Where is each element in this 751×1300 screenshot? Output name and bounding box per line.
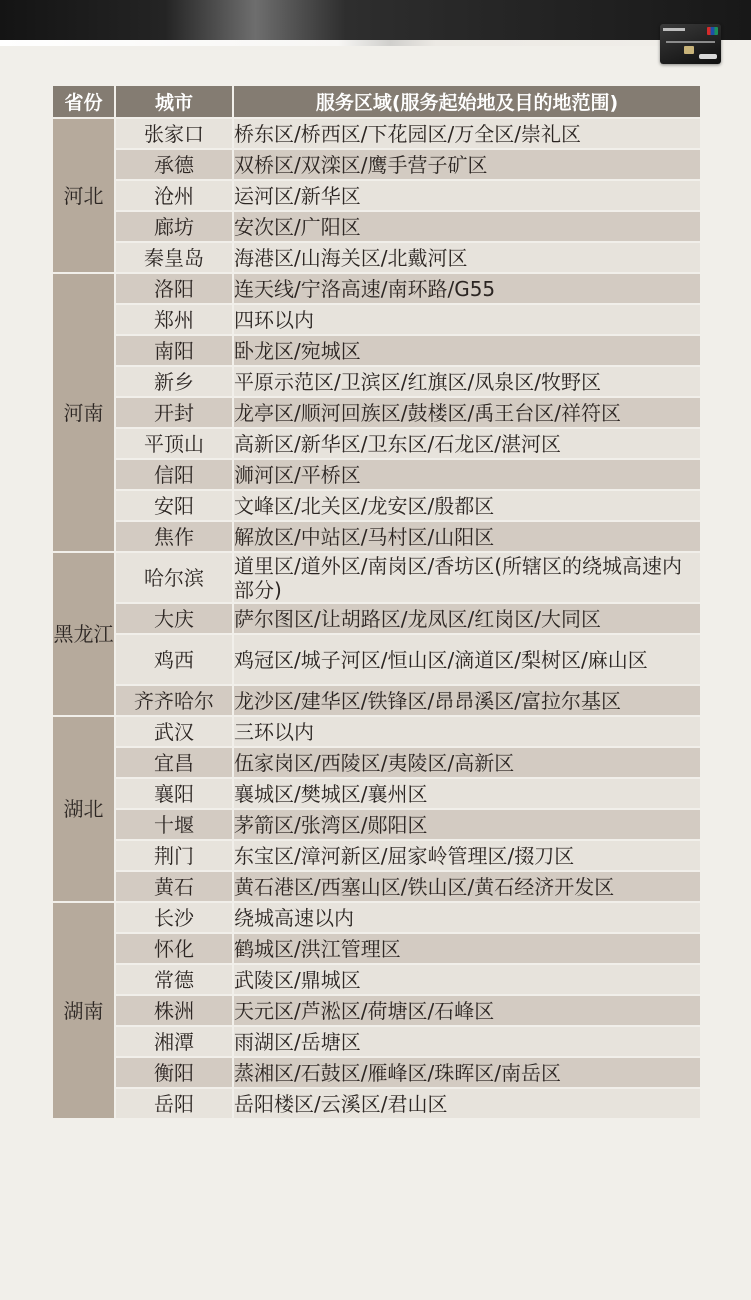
city-cell: 湘潭 (115, 1026, 233, 1057)
table-row (52, 428, 701, 459)
city-cell: 开封 (115, 397, 233, 428)
card-number-mark (699, 54, 717, 59)
table-row (52, 149, 701, 180)
table-row (52, 242, 701, 273)
table-row (52, 180, 701, 211)
table-row (52, 964, 701, 995)
city-cell: 黄石 (115, 871, 233, 902)
service-area-cell: 黄石港区/西塞山区/铁山区/黄石经济开发区 (233, 871, 701, 902)
table-row (52, 273, 701, 304)
service-area-cell: 岳阳楼区/云溪区/君山区 (233, 1088, 701, 1119)
table-row (52, 809, 701, 840)
service-area-cell: 道里区/道外区/南岗区/香坊区(所辖区的绕城高速内部分) (233, 552, 701, 603)
city-cell: 新乡 (115, 366, 233, 397)
service-area-table (51, 84, 702, 1120)
city-cell: 信阳 (115, 459, 233, 490)
province-cell: 河南 (52, 273, 115, 552)
city-cell: 平顶山 (115, 428, 233, 459)
service-area-cell: 茅箭区/张湾区/郧阳区 (233, 809, 701, 840)
city-cell: 哈尔滨 (115, 552, 233, 603)
table-header-row (52, 85, 701, 118)
table-row (52, 459, 701, 490)
table-row (52, 552, 701, 603)
card-chip-icon (684, 46, 694, 54)
service-area-cell: 鹤城区/洪江管理区 (233, 933, 701, 964)
province-cell: 湖南 (52, 902, 115, 1119)
table-row (52, 840, 701, 871)
header-service-area: 服务区域(服务起始地及目的地范围) (233, 85, 701, 118)
service-area-cell: 武陵区/鼎城区 (233, 964, 701, 995)
city-cell: 襄阳 (115, 778, 233, 809)
service-area-cell: 三环以内 (233, 716, 701, 747)
city-cell: 岳阳 (115, 1088, 233, 1119)
service-area-cell: 蒸湘区/石鼓区/雁峰区/珠晖区/南岳区 (233, 1057, 701, 1088)
city-cell: 张家口 (115, 118, 233, 149)
table-row (52, 1026, 701, 1057)
province-cell: 黑龙江 (52, 552, 115, 716)
city-cell: 武汉 (115, 716, 233, 747)
service-area-cell: 绕城高速以内 (233, 902, 701, 933)
service-area-cell: 浉河区/平桥区 (233, 459, 701, 490)
city-cell: 洛阳 (115, 273, 233, 304)
city-cell: 株洲 (115, 995, 233, 1026)
service-area-cell: 解放区/中站区/马村区/山阳区 (233, 521, 701, 552)
table-row (52, 778, 701, 809)
card-stripe (666, 41, 715, 43)
table-body (52, 118, 701, 1119)
table-row (52, 933, 701, 964)
service-area-cell: 雨湖区/岳塘区 (233, 1026, 701, 1057)
service-area-cell: 四环以内 (233, 304, 701, 335)
service-area-cell: 安次区/广阳区 (233, 211, 701, 242)
table-row (52, 211, 701, 242)
service-area-cell: 高新区/新华区/卫东区/石龙区/湛河区 (233, 428, 701, 459)
city-cell: 齐齐哈尔 (115, 685, 233, 716)
city-cell: 廊坊 (115, 211, 233, 242)
service-area-cell: 运河区/新华区 (233, 180, 701, 211)
service-area-cell: 龙亭区/顺河回族区/鼓楼区/禹王台区/祥符区 (233, 397, 701, 428)
city-cell: 鸡西 (115, 634, 233, 685)
table-row (52, 335, 701, 366)
service-area-cell: 海港区/山海关区/北戴河区 (233, 242, 701, 273)
table-row (52, 490, 701, 521)
top-banner (0, 0, 751, 40)
city-cell: 大庆 (115, 603, 233, 634)
table-row (52, 634, 701, 685)
table-row (52, 995, 701, 1026)
table-row (52, 118, 701, 149)
table-row (52, 366, 701, 397)
service-area-cell: 东宝区/漳河新区/屈家岭管理区/掇刀区 (233, 840, 701, 871)
table-row (52, 1057, 701, 1088)
city-cell: 荆门 (115, 840, 233, 871)
table-row (52, 397, 701, 428)
city-cell: 郑州 (115, 304, 233, 335)
service-area-cell: 双桥区/双滦区/鹰手营子矿区 (233, 149, 701, 180)
table-row (52, 603, 701, 634)
table-row (52, 1088, 701, 1119)
service-area-cell: 萨尔图区/让胡路区/龙凤区/红岗区/大同区 (233, 603, 701, 634)
table-row (52, 871, 701, 902)
service-area-cell: 龙沙区/建华区/铁锋区/昂昂溪区/富拉尔基区 (233, 685, 701, 716)
province-cell: 河北 (52, 118, 115, 273)
city-cell: 沧州 (115, 180, 233, 211)
table-row (52, 304, 701, 335)
header-city: 城市 (115, 85, 233, 118)
service-area-cell: 襄城区/樊城区/襄州区 (233, 778, 701, 809)
unionpay-icon (707, 27, 718, 35)
table-row (52, 521, 701, 552)
city-cell: 焦作 (115, 521, 233, 552)
service-area-cell: 鸡冠区/城子河区/恒山区/滴道区/梨树区/麻山区 (233, 634, 701, 685)
banner-edge (0, 40, 751, 46)
card-brand-mark (663, 28, 685, 31)
service-area-cell: 连天线/宁洛高速/南环路/G55 (233, 273, 701, 304)
table-row (52, 902, 701, 933)
city-cell: 宜昌 (115, 747, 233, 778)
city-cell: 南阳 (115, 335, 233, 366)
service-area-cell: 桥东区/桥西区/下花园区/万全区/崇礼区 (233, 118, 701, 149)
table-row (52, 716, 701, 747)
city-cell: 承德 (115, 149, 233, 180)
province-cell: 湖北 (52, 716, 115, 902)
header-province: 省份 (52, 85, 115, 118)
service-area-cell: 天元区/芦淞区/荷塘区/石峰区 (233, 995, 701, 1026)
city-cell: 怀化 (115, 933, 233, 964)
city-cell: 秦皇岛 (115, 242, 233, 273)
service-area-cell: 平原示范区/卫滨区/红旗区/凤泉区/牧野区 (233, 366, 701, 397)
service-area-cell: 卧龙区/宛城区 (233, 335, 701, 366)
city-cell: 十堰 (115, 809, 233, 840)
city-cell: 长沙 (115, 902, 233, 933)
city-cell: 安阳 (115, 490, 233, 521)
city-cell: 衡阳 (115, 1057, 233, 1088)
service-area-cell: 伍家岗区/西陵区/夷陵区/高新区 (233, 747, 701, 778)
bank-card-logo (660, 24, 721, 64)
city-cell: 常德 (115, 964, 233, 995)
service-area-cell: 文峰区/北关区/龙安区/殷都区 (233, 490, 701, 521)
table-row (52, 747, 701, 778)
table-row (52, 685, 701, 716)
